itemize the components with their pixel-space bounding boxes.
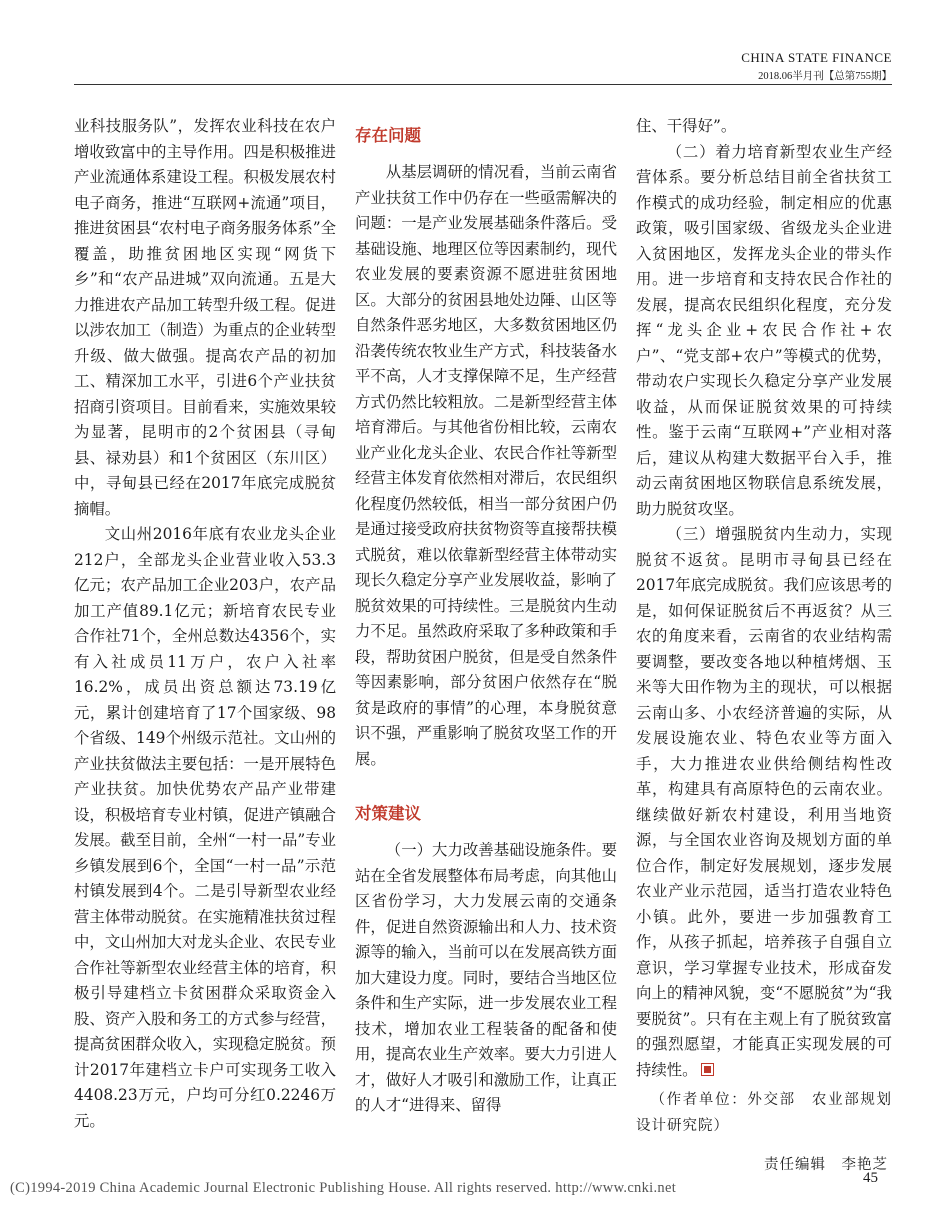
author-affiliation: （作者单位：外交部 农业部规划设计研究院）	[636, 1092, 892, 1134]
col2-paragraph-2: （一）大力改善基础设施条件。要站在全省发展整体布局考虑，向其他山区省份学习，大力发展云南的交通条件，促进自然资源输出和人力、技术资源等的输入，当前可以在发展高铁方面加大建设力度。同时，要结合当地区位条件和生产实际，进一步发展农业工程技术，增加农业工程装备的配备和使用，提高农业生产效率。要大力引进人才，做好人才吸引和激励工作，让真正的人才“进得来、留得	[355, 841, 617, 1114]
responsible-editor: 责任编辑 李艳芝	[764, 1157, 888, 1173]
col3-paragraph-2-text: （三）增强脱贫内生动力，实现脱贫不返贫。昆明市寻甸县已经在2017年底完成脱贫。我们应该思考的是，如何保证脱贫后不再返贫？从三农的角度来看，云南省的农业结构需要调整，要改变各地以种植烤烟、玉米等大田作物为主的现状，可以根据云南山多、小农经济普遍的实际，从发展设施农业、特色农业等方面入手，大力推进农业供给侧结构性改革，构建具有高原特色的云南农业。继续做好新农村建设，利用当地资源，与全国农业咨询及规划方面的单位合作，制定好发展规划，逐步发展农业产业示范园，适当打造农业特色小镇。此外，要进一步加强教育工作，从孩子抓起，培养孩子自强自立意识，学习掌握专业技术，形成奋发向上的精神风貌，变“不愿脱贫”为“我要脱贫”。只有在主观上有了脱贫致富的强烈愿望，才能真正实现发展的可持续性。	[636, 525, 892, 1079]
col3-paragraph-1: （二）着力培育新型农业生产经营体系。要分析总结目前全省扶贫工作模式的成功经验，制定相应的优惠政策，吸引国家级、省级龙头企业进入贫困地区，发挥龙头企业的带头作用。进一步培育和支持农民合作社的发展，提高农民组织化程度，充分发挥“龙头企业+农民合作社+农户”、“党支部+农户”等模式的优势，带动农户实现长久稳定分享产业发展收益，从而保证脱贫效果的可持续性。鉴于云南“互联网+”产业相对落后，建议从构建大数据平台入手，推动云南贫困地区物联信息系统发展，助力脱贫攻坚。	[636, 142, 892, 518]
col1-paragraph-1: 业科技服务队”，发挥农业科技在农户增收致富中的主导作用。四是积极推进产业流通体系建设工程。积极发展农村电子商务，推进“互联网+流通”项目，推进贫困县“农村电子商务服务体系”全覆盖，助推贫困地区实现“网货下乡”和“农产品进城”双向流通。五是大力推进农产品加工转型升级工程。促进以涉农加工（制造）为重点的企业转型升级、做大做强。提高农产品的初加工、精深加工水平，引进6个产业扶贫招商引资项目。目前看来，实施效果较为显著，昆明市的2个贫困县（寻甸县、禄劝县）和1个贫困区（东川区）中，寻甸县已经在2017年底完成脱贫摘帽。	[74, 117, 336, 518]
col2-paragraph-1: 从基层调研的情况看，当前云南省产业扶贫工作中仍存在一些亟需解决的问题：一是产业发展基础条件落后。受基础设施、地理区位等因素制约，现代农业发展的要素资源不愿进驻贫困地区。大部分的贫困县地处边陲、山区等自然条件恶劣地区，大多数贫困地区仍沿袭传统农牧业生产方式，科技装备水平不高，人才支撑保障不足，生产经营方式仍然比较粗放。二是新型经营主体培育滞后。与其他省份相比较，云南农业产业化龙头企业、农民合作社等新型经营主体发育依然相对滞后，农民组织化程度仍然较低，相当一部分贫困户仍是通过接受政府扶贫物资等直接帮扶模式脱贫，难以依靠新型经营主体带动实现长久稳定分享产业发展收益，影响了脱贫效果的可持续性。三是脱贫内生动力不足。虽然政府采取了多种政策和手段，帮助贫困户脱贫，但是受自然条件等因素影响，部分贫困户依然存在“脱贫是政府的事情”的心理，本身脱贫意识不强，严重影响了脱贫攻坚工作的开展。	[355, 163, 617, 768]
column-3	[636, 114, 892, 1179]
col3-paragraph-0: 住、干得好”。	[636, 117, 737, 135]
section-heading-suggestions: 对策建议	[355, 804, 421, 823]
copyright-footer: (C)1994-2019 China Academic Journal Electronic Publishing House. All rights reserved. http://www.cnki.net	[10, 1180, 677, 1196]
col3-paragraph-2	[636, 522, 892, 1083]
column-1	[74, 114, 336, 1134]
header-rule	[74, 84, 892, 85]
issue-info: 2018.06半月刊【总第755期】	[758, 71, 892, 82]
end-mark-icon	[701, 1063, 714, 1076]
journal-title: CHINA STATE FINANCE	[741, 50, 892, 65]
column-2	[355, 114, 617, 1119]
col1-paragraph-2: 文山州2016年底有农业龙头企业212户，全部龙头企业营业收入53.3亿元；农产品加工企业203户，农产品加工产值89.1亿元；新培育农民专业合作社71个，全州总数达4356个，实有入社成员11万户，农户入社率16.2%，成员出资总额达73.19亿元，累计创建培育了17个国家级、98个省级、149个州级示范社。文山州的产业扶贫做法主要包括：一是开展特色产业扶贫。加快优势农产品产业带建设，积极培育专业村镇，促进产镇融合发展。截至目前，全州“一村一品”专业乡镇发展到6个，全国“一村一品”示范村镇发展到4个。二是引导新型农业经营主体带动脱贫。在实施精准扶贫过程中，文山州加大对龙头企业、农民专业合作社等新型农业经营主体的培育，积极引导建档立卡贫困群众采取资金入股、资产入股和务工的方式参与经营，提高贫困群众收入，实现稳定脱贫。预计2017年建档立卡户可实现务工收入4408.23万元，户均可分红0.2246万元。	[74, 525, 336, 1130]
section-heading-problems: 存在问题	[355, 126, 421, 145]
page-number: 45	[863, 1170, 878, 1186]
journal-masthead	[741, 50, 892, 83]
